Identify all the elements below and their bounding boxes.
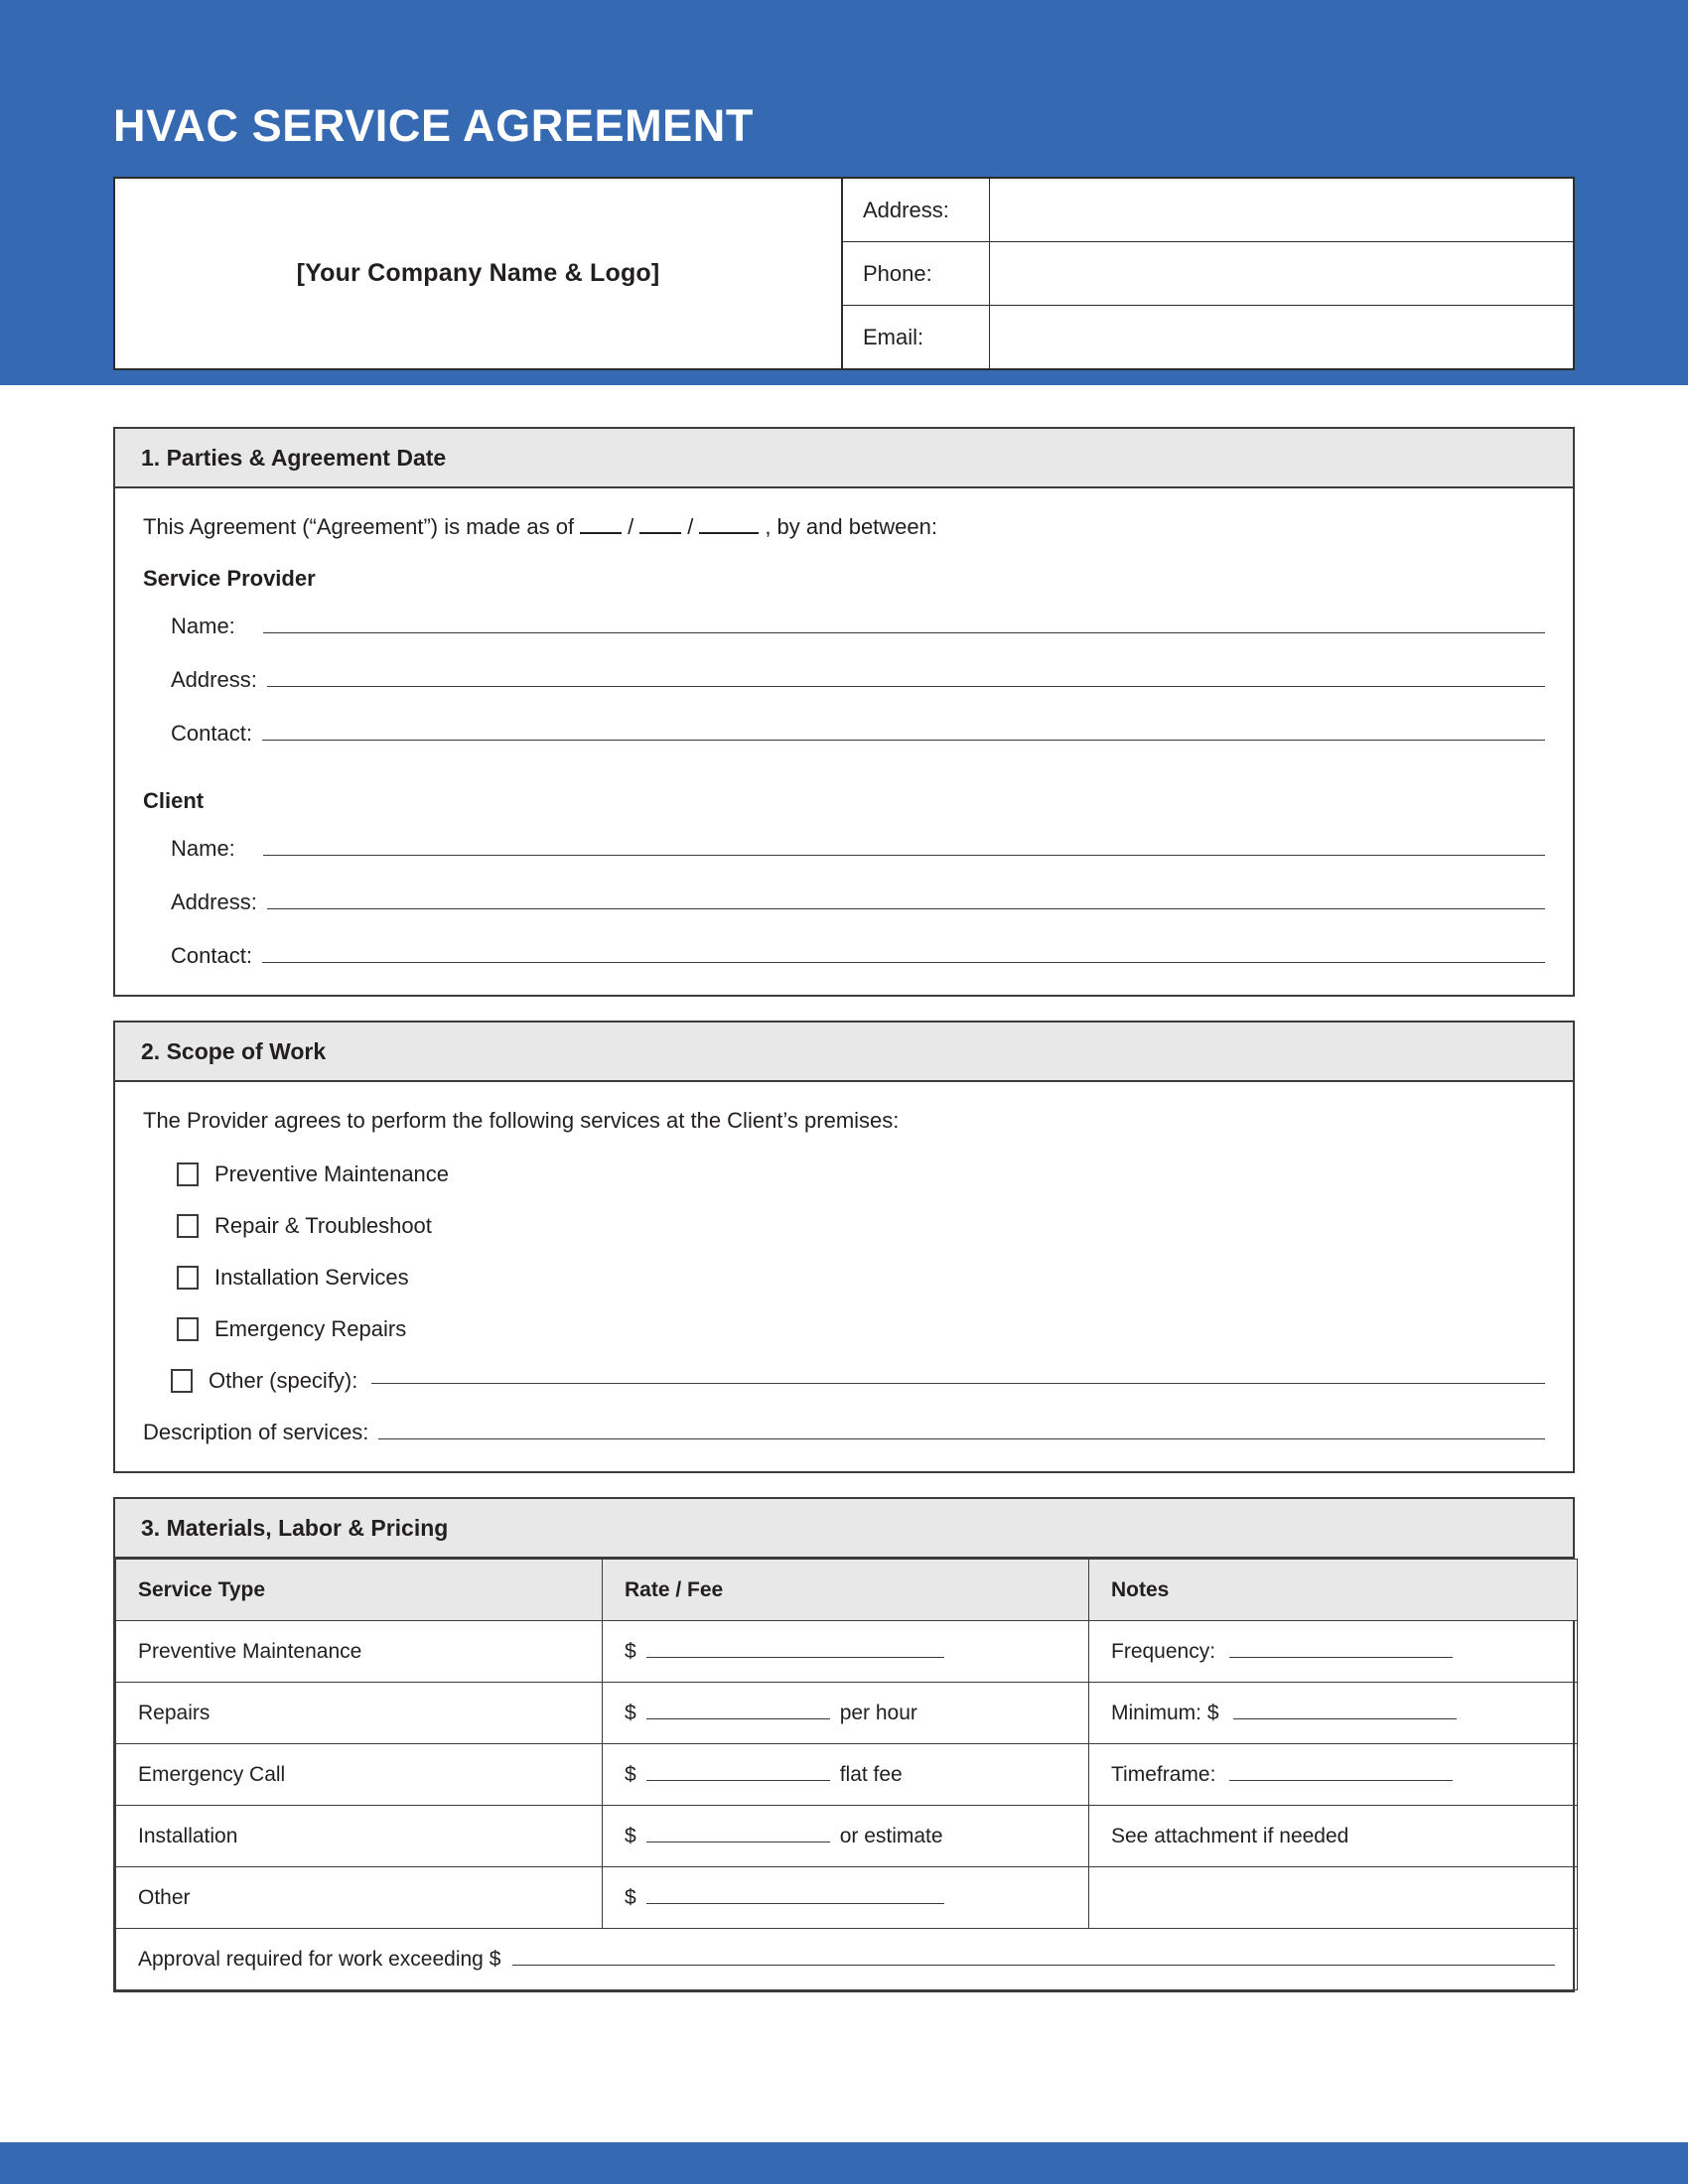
scope-other-input[interactable] (371, 1378, 1545, 1384)
section-scope-of-work (113, 1021, 1575, 1473)
provider-contact-input[interactable] (262, 735, 1545, 741)
company-info-table (113, 177, 1575, 370)
rate-suffix-label: per hour (839, 1701, 917, 1724)
agreement-intro-suffix: , by and between: (765, 514, 937, 539)
rate-input[interactable] (646, 1898, 944, 1904)
rate-suffix-label: flat fee (839, 1762, 903, 1786)
checkbox-icon[interactable] (171, 1369, 193, 1393)
table-row (116, 1621, 1578, 1683)
service-provider-heading: Service Provider (143, 566, 316, 591)
table-row (116, 1744, 1578, 1806)
company-phone-label: Phone: (843, 242, 990, 305)
cell-service-type: Preventive Maintenance (116, 1621, 603, 1683)
section-3-title: 3. Materials, Labor & Pricing (115, 1499, 1573, 1559)
agreement-year-blank[interactable] (699, 518, 759, 534)
cell-service-type: Other (116, 1867, 603, 1929)
company-name-placeholder: [Your Company Name & Logo] (296, 259, 660, 287)
cell-notes (1089, 1744, 1578, 1806)
section-parties-agreement-date (113, 427, 1575, 997)
scope-option-installation-services[interactable] (143, 1265, 1545, 1291)
client-contact-input[interactable] (262, 957, 1545, 963)
provider-address-label: Address: (171, 667, 257, 692)
company-address-label: Address: (843, 179, 990, 241)
table-row (116, 1683, 1578, 1744)
rate-input-group (625, 1825, 1066, 1848)
cell-rate-fee (603, 1806, 1089, 1867)
checkbox-icon[interactable] (177, 1214, 199, 1238)
rate-input-group (625, 1886, 1066, 1910)
agreement-month-blank[interactable] (580, 518, 622, 534)
notes-input-group (1111, 1702, 1555, 1725)
notes-input-group (1111, 1763, 1555, 1787)
rate-input[interactable] (646, 1837, 830, 1843)
cell-notes (1089, 1683, 1578, 1744)
client-heading: Client (143, 788, 205, 813)
company-logo-cell[interactable] (115, 179, 843, 368)
rate-suffix-label: or estimate (839, 1824, 943, 1847)
client-name-row (143, 836, 1545, 862)
scope-option-label: Emergency Repairs (214, 1316, 407, 1341)
description-of-services-label: Description of services: (143, 1420, 369, 1444)
client-name-label: Name: (171, 836, 235, 861)
scope-option-emergency-repairs[interactable] (143, 1316, 1545, 1342)
company-contact-fields (843, 179, 1573, 368)
notes-prefix-label: Frequency: (1111, 1639, 1216, 1663)
pricing-table (115, 1559, 1578, 1990)
provider-name-row (143, 614, 1545, 639)
company-phone-row (843, 242, 1573, 306)
provider-contact-row (143, 721, 1545, 747)
scope-option-label: Preventive Maintenance (214, 1161, 450, 1186)
provider-name-input[interactable] (263, 627, 1545, 633)
approval-label: Approval required for work exceeding $ (138, 1947, 501, 1971)
scope-option-label: Repair & Troubleshoot (214, 1213, 432, 1238)
provider-name-label: Name: (171, 614, 235, 638)
provider-address-row (143, 667, 1545, 693)
document-body (113, 427, 1575, 2016)
provider-contact-label: Contact: (171, 721, 252, 746)
footer-banner (0, 2142, 1688, 2184)
table-row (116, 1806, 1578, 1867)
agreement-intro-prefix: This Agreement (“Agreement”) is made as of (143, 514, 575, 539)
company-phone-input[interactable] (990, 242, 1573, 305)
notes-input-group (1111, 1640, 1555, 1664)
column-header-notes: Notes (1089, 1560, 1578, 1621)
table-row (116, 1867, 1578, 1929)
pricing-table-header-row (116, 1560, 1578, 1621)
scope-option-repair-troubleshoot[interactable] (143, 1213, 1545, 1239)
company-email-row (843, 306, 1573, 368)
agreement-day-blank[interactable] (639, 518, 681, 534)
notes-input[interactable] (1233, 1713, 1457, 1719)
notes-prefix-label: Minimum: $ (1111, 1701, 1219, 1724)
rate-input[interactable] (646, 1652, 944, 1658)
header-banner (0, 0, 1688, 385)
scope-option-preventive-maintenance[interactable] (143, 1161, 1545, 1187)
description-of-services-input[interactable] (378, 1433, 1545, 1439)
notes-input[interactable] (1229, 1652, 1453, 1658)
currency-symbol: $ (625, 1885, 636, 1909)
approval-input-group (138, 1948, 1555, 1972)
cell-notes (1089, 1621, 1578, 1683)
cell-rate-fee (603, 1867, 1089, 1929)
column-header-service-type: Service Type (116, 1560, 603, 1621)
date-separator-1: / (628, 514, 634, 539)
cell-service-type: Repairs (116, 1683, 603, 1744)
company-address-row (843, 179, 1573, 242)
column-header-rate-fee: Rate / Fee (603, 1560, 1089, 1621)
agreement-date-line (143, 514, 1545, 540)
currency-symbol: $ (625, 1824, 636, 1847)
scope-option-other[interactable] (143, 1368, 1545, 1394)
client-contact-label: Contact: (171, 943, 252, 968)
rate-input-group (625, 1640, 1066, 1664)
client-address-input[interactable] (267, 903, 1545, 909)
approval-row (116, 1929, 1578, 1990)
provider-address-input[interactable] (267, 681, 1545, 687)
page-title: HVAC SERVICE AGREEMENT (113, 100, 754, 151)
notes-input[interactable] (1229, 1775, 1453, 1781)
currency-symbol: $ (625, 1701, 636, 1724)
party-group-spacer (143, 774, 1545, 788)
cell-rate-fee (603, 1621, 1089, 1683)
cell-approval-threshold (116, 1929, 1578, 1990)
notes-prefix-label: Timeframe: (1111, 1762, 1216, 1786)
cell-rate-fee (603, 1683, 1089, 1744)
company-email-label: Email: (843, 306, 990, 368)
rate-input-group (625, 1702, 1066, 1725)
checkbox-icon[interactable] (177, 1317, 199, 1341)
checkbox-icon[interactable] (177, 1162, 199, 1186)
cell-service-type: Installation (116, 1806, 603, 1867)
client-address-row (143, 889, 1545, 915)
scope-option-label: Installation Services (214, 1265, 409, 1290)
company-address-input[interactable] (990, 179, 1573, 241)
client-name-input[interactable] (263, 850, 1545, 856)
client-address-label: Address: (171, 889, 257, 914)
currency-symbol: $ (625, 1762, 636, 1786)
rate-input[interactable] (646, 1775, 830, 1781)
cell-notes: See attachment if needed (1089, 1806, 1578, 1867)
cell-notes (1089, 1867, 1578, 1929)
rate-input-group (625, 1763, 1066, 1787)
section-1-title: 1. Parties & Agreement Date (115, 429, 1573, 488)
cell-service-type: Emergency Call (116, 1744, 603, 1806)
section-1-body (115, 488, 1573, 995)
currency-symbol: $ (625, 1639, 636, 1663)
rate-input[interactable] (646, 1713, 830, 1719)
cell-rate-fee (603, 1744, 1089, 1806)
section-2-body (115, 1082, 1573, 1471)
company-email-input[interactable] (990, 306, 1573, 368)
scope-option-label: Other (specify): (209, 1368, 358, 1393)
client-contact-row (143, 943, 1545, 969)
description-of-services-row (143, 1420, 1545, 1445)
approval-input[interactable] (512, 1960, 1555, 1966)
checkbox-icon[interactable] (177, 1266, 199, 1290)
date-separator-2: / (687, 514, 694, 539)
section-2-title: 2. Scope of Work (115, 1023, 1573, 1082)
scope-intro-text: The Provider agrees to perform the following services at the Client’s premises: (143, 1108, 900, 1133)
section-materials-labor-pricing (113, 1497, 1575, 1992)
